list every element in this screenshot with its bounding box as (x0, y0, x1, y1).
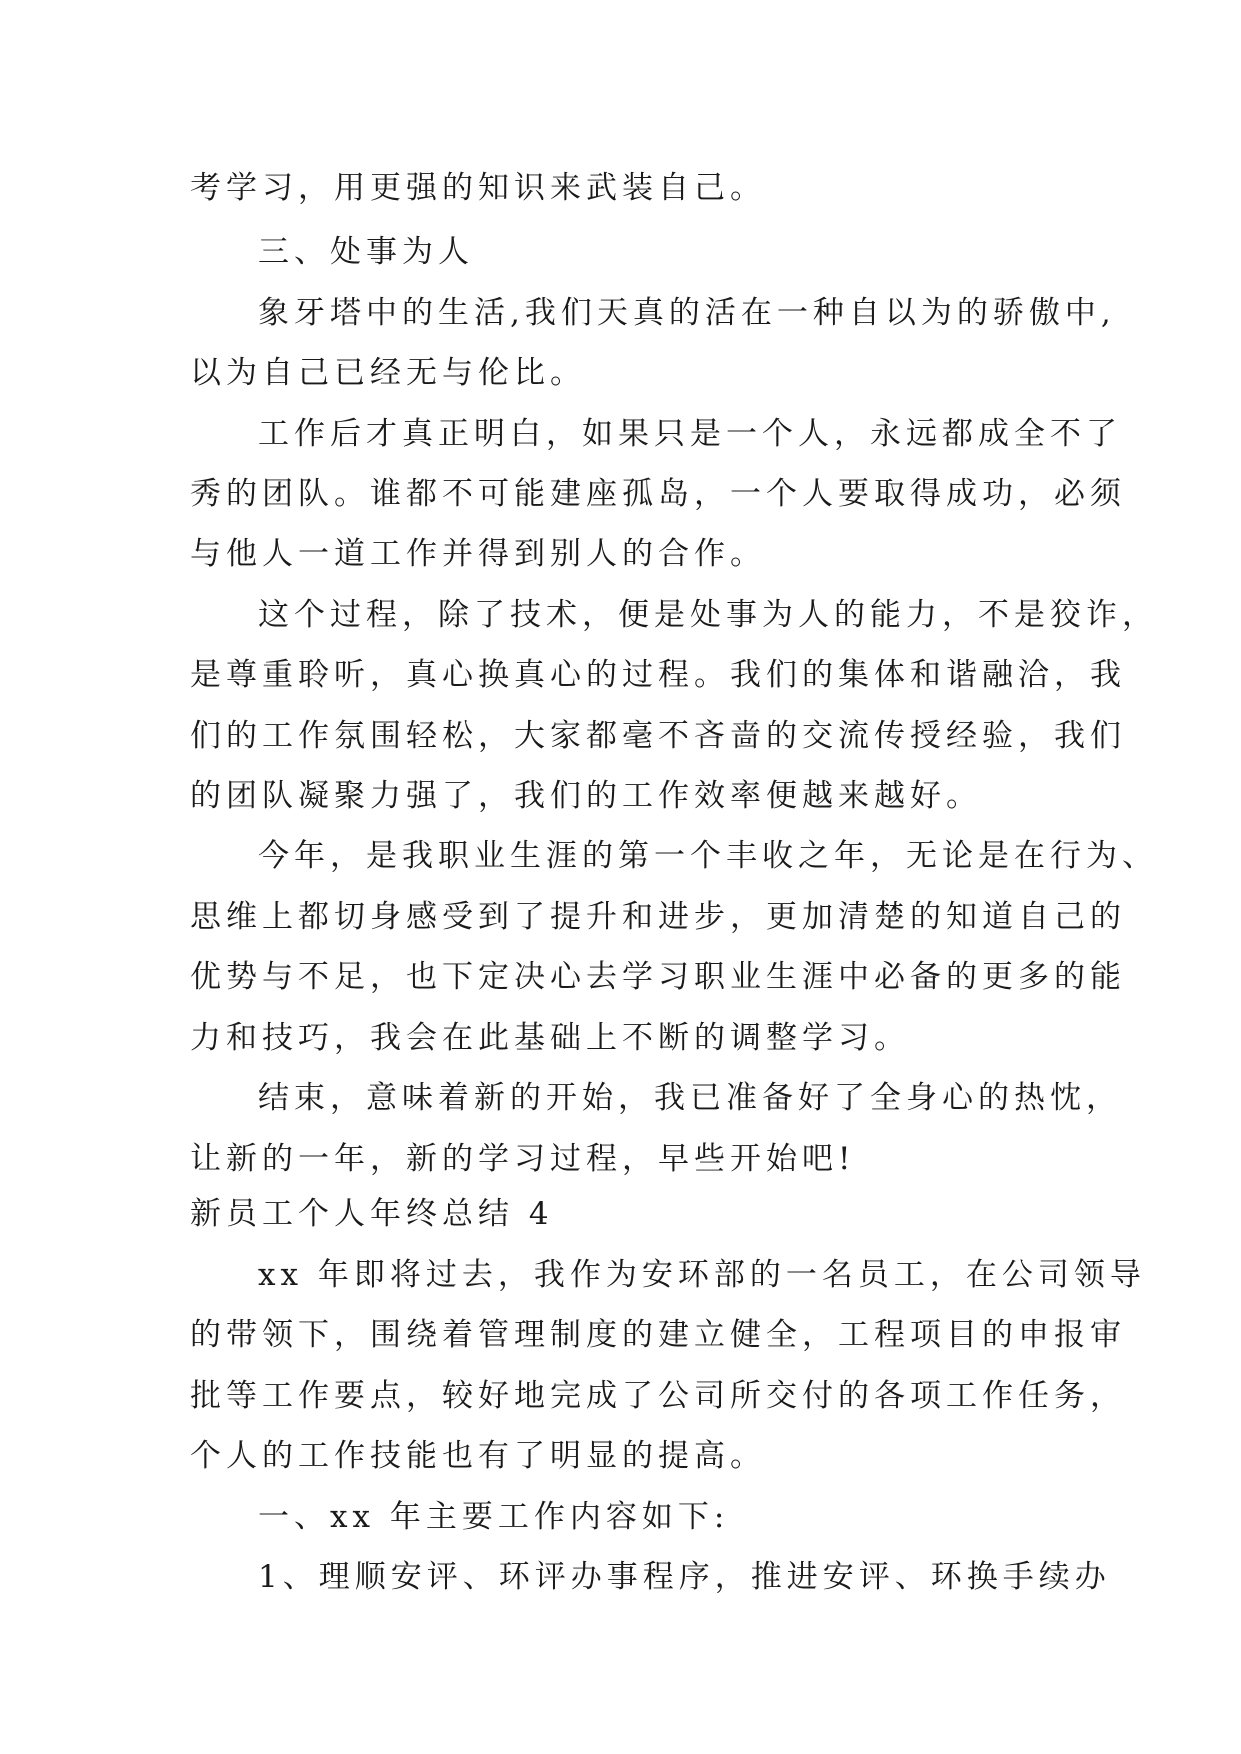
text-line-24: 1、理顺安评、环评办事程序，推进安评、环换手续办 (258, 1559, 1111, 1595)
text-line-17: 让新的一年，新的学习过程，早些开始吧! (190, 1141, 856, 1177)
text-line-7: 与他人一道工作并得到别人的合作。 (190, 536, 766, 572)
text-line-15: 力和技巧，我会在此基础上不断的调整学习。 (190, 1020, 910, 1056)
text-line-13: 思维上都切身感受到了提升和进步，更加清楚的知道自己的 (190, 899, 1126, 935)
text-line-4: 以为自己已经无与伦比。 (190, 355, 586, 391)
text-line-21: 批等工作要点，较好地完成了公司所交付的各项工作任务， (190, 1378, 1126, 1414)
text-line-19: xx 年即将过去，我作为安环部的一名员工，在公司领导 (258, 1257, 1146, 1293)
text-line-6: 秀的团队。谁都不可能建座孤岛，一个人要取得成功，必须 (190, 476, 1126, 512)
section-heading-1: 一、xx 年主要工作内容如下: (258, 1499, 730, 1535)
document-title-4: 新员工个人年终总结 4 (190, 1196, 554, 1232)
text-line-22: 个人的工作技能也有了明显的提高。 (190, 1438, 766, 1474)
text-line-9: 是尊重聆听，真心换真心的过程。我们的集体和谐融洽，我 (190, 657, 1126, 693)
text-line-1: 考学习，用更强的知识来武装自己。 (190, 170, 766, 206)
text-line-20: 的带领下，围绕着管理制度的建立健全，工程项目的申报审 (190, 1317, 1126, 1353)
text-line-3: 象牙塔中的生活,我们天真的活在一种自以为的骄傲中, (258, 295, 1116, 331)
section-heading-3: 三、处事为人 (258, 234, 474, 270)
text-line-5: 工作后才真正明白，如果只是一个人，永远都成全不了 (258, 416, 1122, 452)
text-line-12: 今年，是我职业生涯的第一个丰收之年，无论是在行为、 (258, 838, 1158, 874)
text-line-14: 优势与不足，也下定决心去学习职业生涯中必备的更多的能 (190, 959, 1126, 995)
text-line-16: 结束，意味着新的开始，我已准备好了全身心的热忱， (258, 1080, 1122, 1116)
text-line-11: 的团队凝聚力强了，我们的工作效率便越来越好。 (190, 778, 982, 814)
text-line-8: 这个过程，除了技术，便是处事为人的能力，不是狡诈， (258, 597, 1158, 633)
text-line-10: 们的工作氛围轻松，大家都毫不吝啬的交流传授经验，我们 (190, 718, 1126, 754)
